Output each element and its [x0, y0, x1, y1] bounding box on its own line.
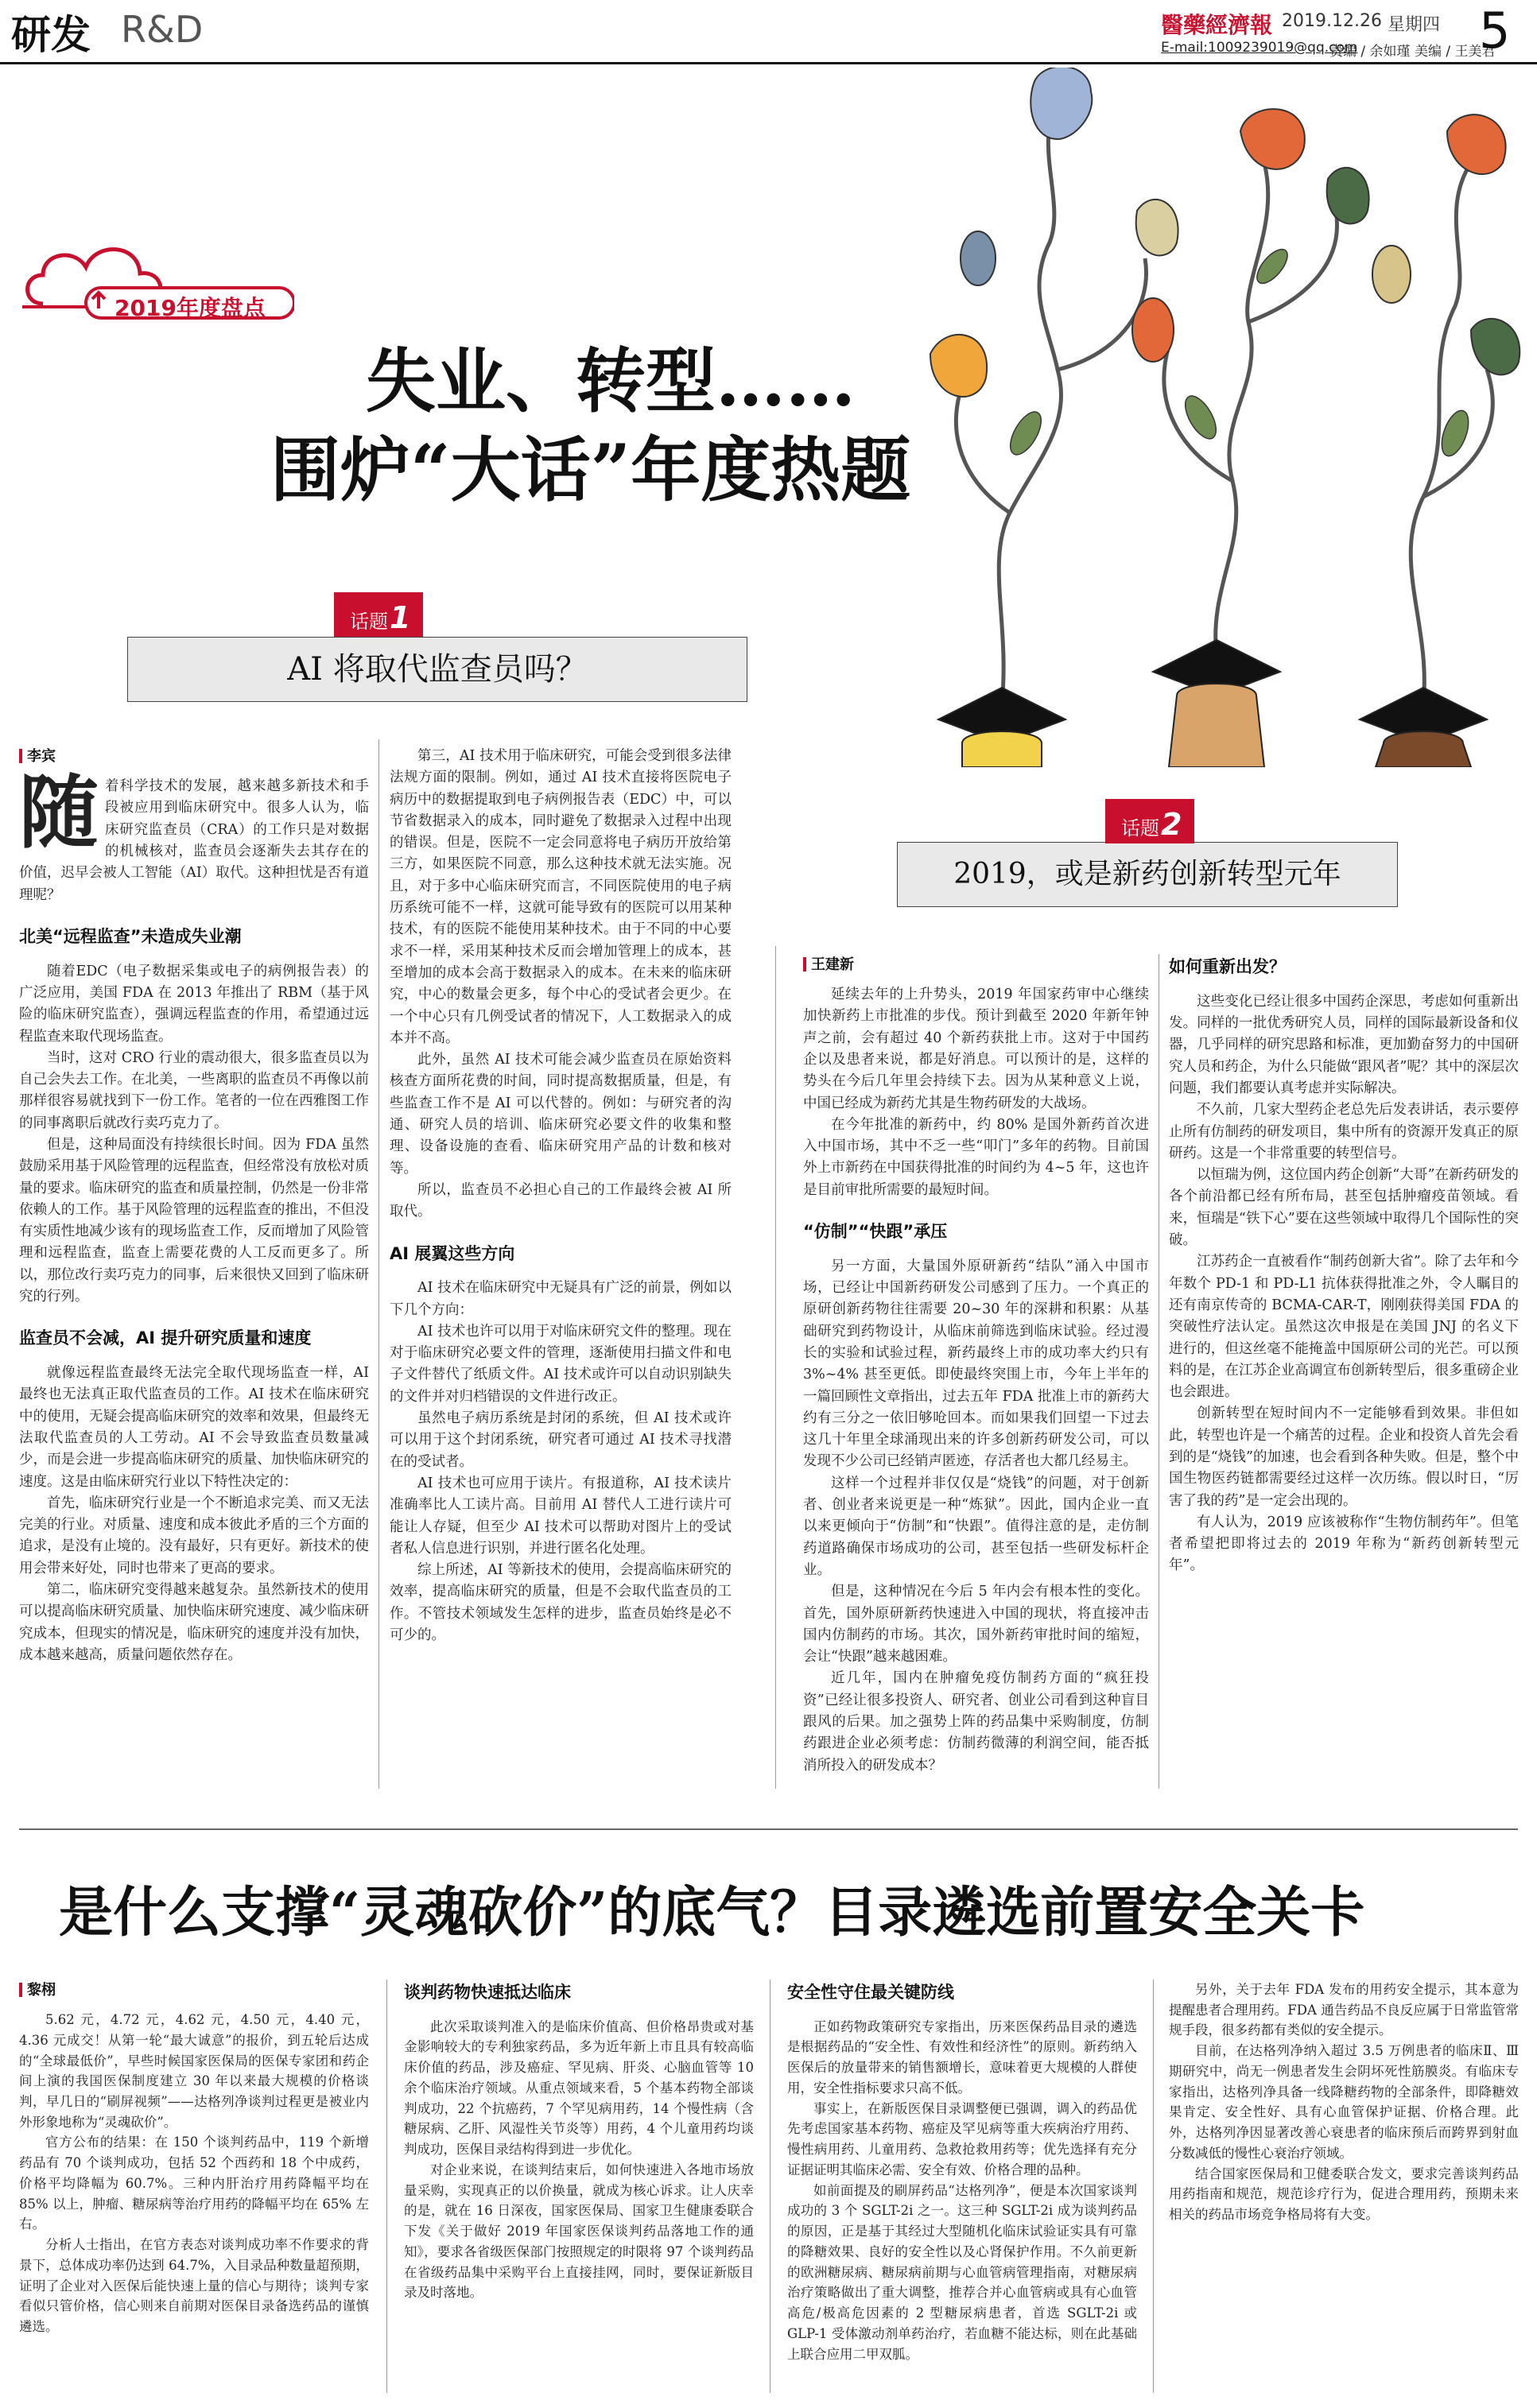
topic1-para: 首先，临床研究行业是一个不断追求完美、而又无法完美的行业。对质量、速度和成本彼此矛盾的三个方面的追求，是没有止境的。没有最好，只有更好。新技术的使用会带来好处，同时也带来了更高的要求。 [19, 1495, 369, 1576]
bottom-para: 对企业来说，在谈判结束后，如何快速进入各地市场放量采购，实现真正的以价换量，就成为核心诉求。让人庆幸的是，就在 16 日深夜，国家医保局、国家卫生健康委联合下发《关于做好 2019 年国家医保谈判药品落地工作的通知》，要求各省级医保部门按照规定的时限将 97 个谈判药品在省级药品集中采购平台上直接挂网，同时，要保证新版目录及时落地。 [404, 2162, 754, 2301]
topic1-para: 但是，这种局面没有持续很长时间。因为 FDA 虽然鼓励采用基于风险管理的远程监查，但经常没有放松对质量的要求。临床研究的监查和质量控制，仍然是一份非常依赖人的工作。基于风险管理的远程监查的推出，不但没有实质性地减少该有的现场监查工作，反而增加了风险管理和远程监查，监查上需要花费的人工反而更多了。所以，那位改行卖巧克力的同事，后来很快又回到了临床研究的行列。 [19, 1136, 369, 1305]
topic2-subhead1: “仿制”“快跟”承压 [803, 1222, 948, 1242]
topic2-tag-text: 话题 [1121, 817, 1159, 840]
topic1-tag-num: 1 [390, 600, 411, 635]
page-number: 5 [1479, 2, 1511, 60]
topic1-col1 [19, 746, 369, 1666]
topic1-para: AI 技术也许可以用于对临床研究文件的整理。现在对于临床研究必要文件的管理，逐渐使用扫描文件和电子文件替代了纸质文件。AI 技术或许可以自动识别缺失的文件并对归档错误的文件进行改正。 [390, 1323, 732, 1405]
header-rule [0, 62, 1537, 64]
topic2-title: 2019，或是新药创新转型元年 [953, 858, 1341, 890]
topic2-para: 江苏药企一直被看作“制药创新大省”。除了去年和今年数个 PD-1 和 PD-L1 抗体获得批准之外，令人瞩目的还有南京传奇的 BCMA-CAR-T，刚刚获得美国 FDA 的突破性疗法认定。虽然这次申报是在美国 JNJ 的名义下进行的，但这丝毫不能掩盖中国原研公司的光芒。可以预料的是，在江苏企业高调宣布创新转型后，很多重磅企业也会跟进。 [1169, 1254, 1519, 1401]
bottom-para: 事实上，在新版医保目录调整便已强调，调入的药品优先考虑国家基本药物、癌症及罕见病等重大疾病治疗用药、慢性病用药、儿童用药、急救抢救用药等；优先选择有充分证据证明其临床必需、安全有效、价格合理的品种。 [787, 2100, 1137, 2177]
bottom-para: 此次采取谈判准入的是临床价值高、但价格昂贵或对基金影响较大的专利独家药品，多为近年新上市且具有较高临床价值的药品，涉及癌症、罕见病、肝炎、心脑血管等 10 余个临床治疗领域。从重点领域来看，5 个基本药物全部谈判成功，22 个抗癌药，7 个罕见病用药，14 个慢性病（含糖尿病、乙肝、风湿性关节炎等）用药，4 个儿童用药均谈判成功，医保目录结构得到进一步优化。 [404, 2018, 754, 2158]
topic2-title-bar [897, 842, 1398, 907]
bottom-col3 [787, 1980, 1137, 2364]
topic1-para: 就像远程监查最终无法完全取代现场监查一样，AI 最终也无法真正取代监查员的工作。AI 技术在临床研究中的使用，无疑会提高临床研究的效率和效果，但最终无法取代监查员的人工劳动。AI 不会导致监查员数量减少，而是会进一步提高临床研究的质量、加快临床研究的速度。这是由临床研究行业以下特性决定的： [19, 1365, 369, 1490]
section-title: 研发 [11, 12, 91, 58]
bottom-article-title: 是什么支撑“灵魂砍价”的底气？目录遴选前置安全关卡 [59, 1881, 1365, 1945]
topic1-subhead3: AI 展翼这些方向 [390, 1243, 515, 1263]
bottom-subhead2: 安全性守住最关键防线 [787, 1983, 954, 2002]
topic1-para: 所以，监查员不必担心自己的工作最终会被 AI 所取代。 [390, 1181, 732, 1220]
topic2-para: 这样一个过程并非仅仅是“烧钱”的问题，对于创新者、创业者来说更是一种“炼狱”。因此，国内企业一直以来更倾向于“仿制”和“快跟”。值得注意的是，走仿制药道路确保市场成功的公司，甚至包括一些研发标杆企业。 [803, 1475, 1149, 1578]
bottom-subhead1: 谈判药物快速抵达临床 [404, 1983, 571, 2002]
topic2-para: 另一方面，大量国外原研新药“结队”涌入中国市场，已经让中国新药研发公司感到了压力。一个真正的原研创新药物往往需要 20~30 年的深耕和积累：从基础研究到药物设计，从临床前筛选到临床试验。经过漫长的实验和试验过程，新药最终上市的成功率大约只有 3%~4% 甚至更低。即使最终突围上市，今年上半年的一篇回顾性文章指出，过去五年 FDA 批准上市的新药大约有三分之一依旧够呛回本。而如果我们回望一下过去这几十年里全球涌现出来的许多创新药研发公司，可以发现不少公司已经销声匿迹，存活者也大都几经易主。 [803, 1258, 1149, 1470]
bottom-para: 正如药物政策研究专家指出，历来医保药品目录的遴选是根据药品的“安全性、有效性和经济性”的原则。新药纳入医保后的放量带来的销售额增长，意味着更大规模的人群使用，安全性指标要求只高不低。 [787, 2018, 1137, 2096]
topic2-tag [1105, 799, 1194, 843]
topic1-subhead1: 北美“远程监查”未造成失业潮 [19, 926, 242, 946]
topic1-title-bar [127, 637, 747, 702]
topic2-para: 在今年批准的新药中，约 80% 是国外新药首次进入中国市场，其中不乏一些“叩门”多年的药物。目前国外上市新药在中国获得批准的时间约为 4~5 年，这也许是目前审批所需要的最短时间。 [803, 1116, 1149, 1198]
column-divider [1153, 1980, 1154, 2393]
topic2-header [897, 799, 1398, 926]
topic1-para: 当时，这对 CRO 行业的震动很大，很多监查员以为自己会失去工作。在北美，一些离职的监查员不再像以前那样很容易就找到下一份工作。笔者的一位在西雅图工作的同事离职后就改行卖巧克力了。 [19, 1049, 369, 1131]
topic1-dropcap: 随 [19, 766, 99, 860]
bottom-col1 [19, 1980, 369, 2337]
topic1-para: 虽然电子病历系统是封闭的系统，但 AI 技术或许可以用于这个封闭系统，研究者可通过 AI 技术寻找潜在的受试者。 [390, 1410, 732, 1470]
topic2-para: 不久前，几家大型药企老总先后发表讲话，表示要停止所有仿制药的研发项目，集中所有的资源开发真正的原研药。这是一个非常重要的转型信号。 [1169, 1102, 1519, 1161]
topic2-author: 王建新 [803, 954, 1149, 976]
issue-date: 2019.12.26 [1282, 11, 1382, 31]
bottom-para: 如前面提及的刷屏药品“达格列净”，便是本次国家谈判成功的 3 个 SGLT-2i 之一。这三种 SGLT-2i 成为谈判药品的原因，正是基于其经过大型随机化临床试验证实具有可靠的降糖效果、良好的安全性以及心肾保护作用。不久前更新的欧洲糖尿病、糖尿病前期与心血管病管理指南，对糖尿病治疗策略做出了重大调整，推荐合并心血管病或具有心血管高危/极高危因素的 2 型糖尿病患者，首选 SGLT-2i 或 GLP-1 受体激动剂单药治疗，若血糖不能达标，则在此基础上联合应用二甲双胍。 [787, 2182, 1137, 2362]
topic2-para: 近几年，国内在肿瘤免疫仿制药方面的“疯狂投资”已经让很多投资人、研究者、创业公司看到这种盲目跟风的后果。加之强势上阵的药品集中采购制度，仿制药跟进企业必须考虑：仿制药微薄的利润空间，能否抵消所投入的研发成本？ [803, 1670, 1149, 1774]
bottom-para: 分析人士指出，在官方表态对谈判成功率不作要求的背景下，总体成功率仍达到 64.7%，入目录品种数量超预期，证明了企业对入医保后能快速上量的信心与期待；谈判专家看似只管价格，信心则来自前期对医保目录备选药品的谨慎遴选。 [19, 2237, 369, 2335]
topic1-col2 [390, 746, 732, 1646]
bottom-col4 [1169, 1980, 1519, 2225]
issue-weekday: 星期四 [1388, 15, 1441, 35]
column-divider [378, 739, 379, 1789]
topic2-col1 [803, 954, 1149, 1777]
section-en: R&D [121, 8, 204, 51]
topic2-para: 有人认为，2019 应该被称作“生物仿制药年”。但笔者希望把即将过去的 2019 年称为“新药创新转型元年”。 [1169, 1514, 1519, 1574]
topic2-para: 但是，这种情况在今后 5 年内会有根本性的变化。首先，国外原研新药快速进入中国的现状，将直接冲击国内仿制药的市场。其次，国外新药审批时间的缩短，会让“快跟”越来越困难。 [803, 1584, 1149, 1665]
topic1-para: 综上所述，AI 等新技术的使用，会提高临床研究的效率，提高临床研究的质量，但是不会取代监查员的工作。不管技术领域发生怎样的进步，监查员始终是必不可少的。 [390, 1562, 732, 1644]
headline-line2: 围炉“大话”年度热题 [270, 428, 911, 511]
topic2-para: 这些变化已经让很多中国药企深思，考虑如何重新出发。同样的一批优秀研究人员，同样的国际最新设备和仪器，几乎同样的研究思路和标准，更加勤奋努力的中国研究人员和药企，为什么只能做“跟风者”呢？其中的深层次问题，我们都要认真考虑并实际解决。 [1169, 993, 1519, 1096]
editors-credit: 责编 / 余如瑾 美编 / 王美君 [1329, 44, 1496, 60]
topic2-para: 以恒瑞为例，这位国内药企创新“大哥”在新药研发的各个前沿都已经有所布局，甚至包括肿瘤疫苗领域。看来，恒瑞是“铁下心”要在这些领域中取得几个国际性的突破。 [1169, 1167, 1519, 1249]
badge-label: 2019年度盘点 [114, 295, 266, 321]
bottom-col2 [404, 1980, 754, 2303]
topic2-col2 [1169, 954, 1519, 1577]
plant-graduates-illustration [914, 68, 1535, 767]
bottom-para: 目前，在达格列净纳入超过 3.5 万例患者的临床Ⅱ、Ⅲ期研究中，尚无一例患者发生会阴坏死性筋膜炎。有临床专家指出，达格列净具备一线降糖药物的全部条件，即降糖效果肯定、安全性好、具有心血管保护证据、价格合理。此外，达格列净因显著改善心衰患者的临床预后而跨界到射血分数减低的慢性心衰治疗领域。 [1169, 2043, 1519, 2161]
topic1-lead: 着科学技术的发展，越来越多新技术和手段被应用到临床研究中。很多人认为，临床研究监查员（CRA）的工作只是对数据的机械核对，监查员会逐渐失去其存在的价值，迟早会被人工智能（AI）取代。这种担忧是否有道理呢？ [19, 778, 369, 903]
topic1-author: 李宾 [19, 746, 369, 768]
topic2-tag-num: 2 [1161, 807, 1182, 842]
topic1-para: AI 技术在临床研究中无疑具有广泛的前景，例如以下几个方向： [390, 1280, 732, 1318]
bottom-article-rule [19, 1828, 1518, 1830]
topic1-para: 第三，AI 技术用于临床研究，可能会受到很多法律法规方面的限制。例如，通过 AI 技术直接将医院电子病历中的数据提取到电子病例报告表（EDC）中，可以节省数据录入的成本，同时避免了数据录入过程中出现的错误。但是，医院不一定会同意将电子病历开放给第三方，如果医院不同意，那么这种技术就无法实施。况且，对于多中心临床研究而言，不同医院使用的电子病历系统可能不一样，这就可能导致有的医院可以用某种技术，有的医院不能使用某种技术。由于不同的中心要求不一样，采用某种技术反而会增加管理上的成本，甚至增加的成本会高于数据录入的成本。在未来的临床研究，中心的数量会更多，每个中心的受试者会更少。在一个中心只有几例受试者的情况下，人工数据录入的成本并不高。 [390, 748, 732, 1046]
bottom-para: 5.62 元，4.72 元，4.62 元，4.50 元，4.40 元，4.36 元成交！从第一轮“最大诚意”的报价，到五轮后达成的“全球最低价”，早些时候国家医保局的医保专家团和药企间上演的我国医保制度建立 30 年以来最大规模的价格谈判，早几日的“刷屏视频”——达格列净谈判过程更是被业内外形象地称为“灵魂砍价”。 [19, 2012, 369, 2130]
topic2-subhead2: 如何重新出发？ [1169, 957, 1286, 976]
topic2-para: 延续去年的上升势头，2019 年国家药审中心继续加快新药上市批准的步伐。预计到截至 2020 年新年钟声之前，会有超过 40 个新药获批上市。这对于中国药企以及患者来说，都是好消息。可以预计的是，这样的势头在今后几年里会持续下去。因为从某种意义上说，中国已经成为新药尤其是生物药研发的大战场。 [803, 987, 1149, 1111]
column-divider [386, 1980, 387, 2393]
topic1-para: 随着EDC（电子数据采集或电子的病例报告表）的广泛应用，美国 FDA 在 2013 年推出了 RBM（基于风险的临床研究监查），强调远程监查的作用，希望通过远程监查来取代现场监查。 [19, 963, 369, 1045]
topic1-tag-text: 话题 [350, 611, 388, 633]
topic2-para: 创新转型在短时间内不一定能够看到效果。非但如此，转型也许是一个痛苦的过程。企业和投资人首先会看到的是“烧钱”的加速，也会看到各种失败。但是，整个中国生物医药链都需要经过这样一次历练。假以时日，“厉害了我的药”是一定会出现的。 [1169, 1406, 1519, 1509]
paper-name: 醫藥經濟報 [1161, 12, 1273, 38]
topic1-header [127, 592, 747, 712]
bottom-para: 官方公布的结果：在 150 个谈判药品中，119 个新增药品有 70 个谈判成功，包括 52 个西药和 18 个中成药，价格平均降幅为 60.7%。三种内肝治疗用药降幅平均在 85% 以上，肿瘤、糖尿病等治疗用药的降幅平均在 65% 左右。 [19, 2135, 369, 2232]
topic1-tag [334, 592, 423, 637]
contact-email[interactable]: E-mail:1009239019@qq.com [1161, 40, 1358, 56]
topic1-para: AI 技术也可应用于读片。有报道称，AI 技术读片准确率比人工读片高。目前用 AI 替代人工进行读片可能让人存疑，但至少 AI 技术可以帮助对图片上的受试者私人信息进行识别，并进行匿名化处理。 [390, 1475, 732, 1557]
bottom-para: 结合国家医保局和卫健委联合发文，要求完善谈判药品用药指南和规范，规范诊疗行为，促进合理用药，预期未来相关的药品市场竞争格局将有大变。 [1169, 2166, 1519, 2223]
bottom-author: 黎栩 [19, 1980, 369, 2002]
bottom-para: 另外，关于去年 FDA 发布的用药安全提示，其本意为提醒患者合理用药。FDA 通告药品不良反应属于日常监管常规手段，很多药都有类似的安全提示。 [1169, 1982, 1519, 2038]
column-divider [775, 946, 776, 1789]
topic1-title: AI 将取代监查员吗？ [287, 651, 588, 688]
topic1-para: 此外，虽然 AI 技术可能会减少监查员在原始资料核查方面所花费的时间，同时提高数据质量，但是，有些监查工作不是 AI 可以代替的。例如：与研究者的沟通、研究人员的培训、临床研究必要文件的收集和整理、设备设施的查看、临床研究用产品的计数和核对等。 [390, 1052, 732, 1177]
topic1-subhead2: 监查员不会减，AI 提升研究质量和速度 [19, 1328, 312, 1348]
topic1-para: 第二，临床研究变得越来越复杂。虽然新技术的使用可以提高临床研究质量、加快临床研究速度、减少临床研究成本，但现实的情况是，临床研究的速度并没有加快，成本越来越高，质量问题依然存在。 [19, 1582, 369, 1663]
headline-line1: 失业、转型…… [366, 339, 856, 422]
year-review-badge [19, 235, 294, 321]
